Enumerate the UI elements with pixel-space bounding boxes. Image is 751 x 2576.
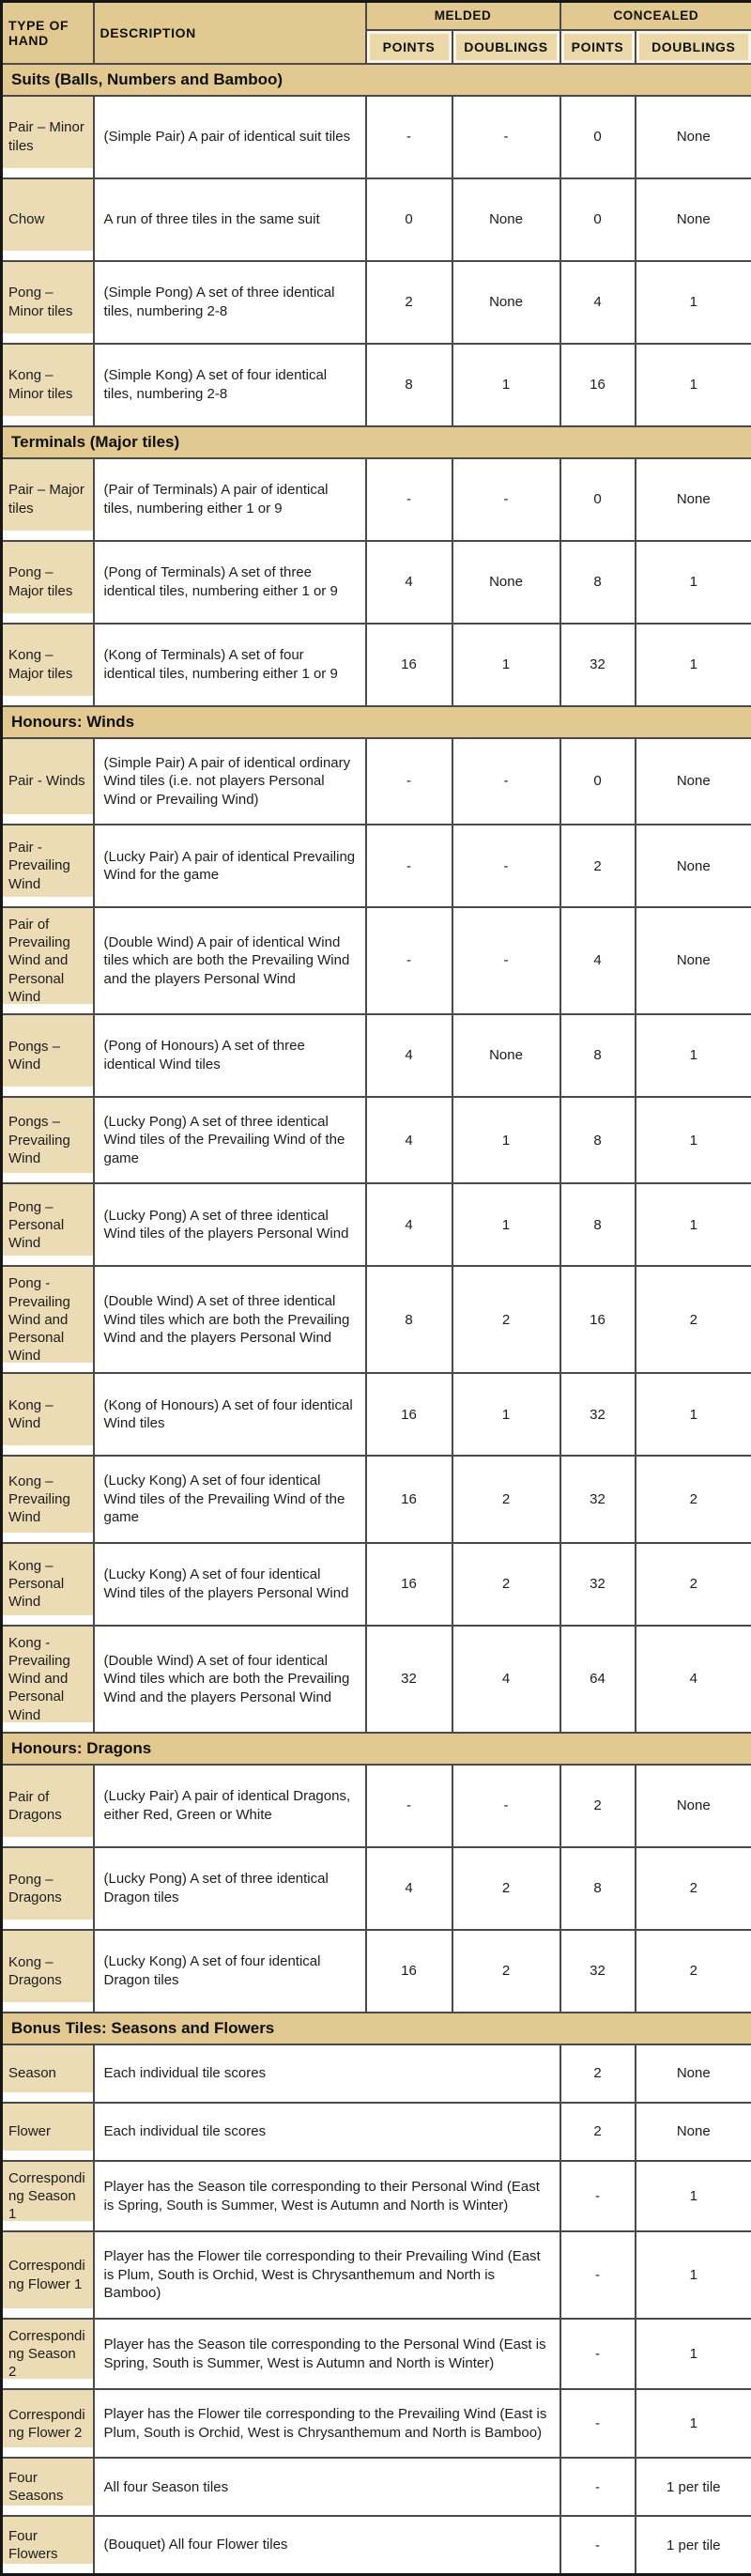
melded-points-cell: 16	[366, 1373, 452, 1456]
concealed-doublings-cell: 1	[636, 2161, 751, 2232]
concealed-doublings-cell: 2	[636, 1543, 751, 1626]
description-cell: (Bouquet) All four Flower tiles	[94, 2516, 560, 2574]
concealed-doublings-cell: 2	[636, 1456, 751, 1543]
concealed-points-cell: 2	[560, 1765, 636, 1847]
hand-cell: Pongs – Wind	[2, 1014, 94, 1097]
melded-doublings-cell: -	[452, 738, 560, 825]
hand-cell: Kong – Wind	[2, 1373, 94, 1456]
concealed-points-cell: 32	[560, 1456, 636, 1543]
melded-doublings-cell: None	[452, 1014, 560, 1097]
description-cell: (Kong of Terminals) A set of four identical tiles, numbering either 1 or 9	[94, 624, 366, 706]
table-row	[2, 624, 751, 706]
concealed-points-cell: -	[560, 2319, 636, 2390]
melded-doublings-cell: 2	[452, 1456, 560, 1543]
concealed-points-cell: 2	[560, 2103, 636, 2161]
concealed-points-cell: -	[560, 2458, 636, 2516]
concealed-doublings-cell: 1	[636, 2319, 751, 2390]
table-row	[2, 1373, 751, 1456]
table-row	[2, 261, 751, 344]
hand-cell: Kong – Minor tiles	[2, 344, 94, 426]
concealed-doublings-cell: None	[636, 738, 751, 825]
description-cell: (Pong of Terminals) A set of three identical tiles, numbering either 1 or 9	[94, 541, 366, 624]
concealed-doublings-cell: 1	[636, 624, 751, 706]
hand-cell: Pair – Minor tiles	[2, 96, 94, 178]
table-row	[2, 96, 751, 178]
concealed-points-header: POINTS	[560, 30, 636, 64]
description-cell: (Pong of Honours) A set of three identical Wind tiles	[94, 1014, 366, 1097]
description-cell: All four Season tiles	[94, 2458, 560, 2516]
concealed-points-cell: 2	[560, 825, 636, 907]
melded-doublings-cell: 2	[452, 1543, 560, 1626]
melded-points-cell: -	[366, 1765, 452, 1847]
melded-doublings-cell: 1	[452, 1183, 560, 1266]
table-row	[2, 738, 751, 825]
table-row	[2, 2458, 751, 2516]
section-row	[2, 64, 751, 96]
melded-points-cell: 16	[366, 624, 452, 706]
hand-cell: Pong – Dragons	[2, 1847, 94, 1930]
table-row	[2, 1183, 751, 1266]
concealed-points-cell: 8	[560, 1847, 636, 1930]
table-row	[2, 1847, 751, 1930]
description-cell: Each individual tile scores	[94, 2044, 560, 2103]
hand-cell: Kong – Major tiles	[2, 624, 94, 706]
description-cell: Each individual tile scores	[94, 2103, 560, 2161]
melded-doublings-cell: 2	[452, 1930, 560, 2013]
description-cell: (Lucky Pair) A pair of identical Prevailing Wind for the game	[94, 825, 366, 907]
hand-cell: Kong – Personal Wind	[2, 1543, 94, 1626]
concealed-points-cell: 8	[560, 541, 636, 624]
concealed-doublings-cell: 1 per tile	[636, 2458, 751, 2516]
melded-doublings-header: DOUBLINGS	[452, 30, 560, 64]
melded-points-cell: -	[366, 907, 452, 1014]
melded-points-cell: 4	[366, 1183, 452, 1266]
table-row	[2, 541, 751, 624]
hand-cell: Four Flowers	[2, 2516, 94, 2574]
concealed-points-cell: 32	[560, 624, 636, 706]
melded-doublings-cell: -	[452, 458, 560, 541]
melded-points-cell: 8	[366, 1266, 452, 1373]
description-cell: (Lucky Pong) A set of three identical Wind tiles of the players Personal Wind	[94, 1183, 366, 1266]
hand-cell: Pair - Winds	[2, 738, 94, 825]
description-cell: (Simple Pair) A pair of identical suit tiles	[94, 96, 366, 178]
melded-points-header: POINTS	[366, 30, 452, 64]
melded-doublings-cell: 2	[452, 1266, 560, 1373]
melded-points-cell: 16	[366, 1543, 452, 1626]
hand-cell: Kong – Dragons	[2, 1930, 94, 2013]
concealed-points-cell: -	[560, 2161, 636, 2232]
concealed-doublings-cell: 1	[636, 1014, 751, 1097]
table-row	[2, 2231, 751, 2319]
table-row	[2, 458, 751, 541]
melded-points-cell: 0	[366, 178, 452, 261]
table-header	[2, 2, 751, 64]
description-cell: Player has the Season tile corresponding to their Personal Wind (East is Spring, South is Summer, West is Autumn and North is Winter)	[94, 2161, 560, 2232]
melded-doublings-cell: -	[452, 907, 560, 1014]
description-cell: (Double Wind) A set of four identical Wind tiles which are both the Prevailing Wind and the players Personal Wind	[94, 1626, 366, 1733]
hand-cell: Pong – Major tiles	[2, 541, 94, 624]
concealed-points-cell: 16	[560, 344, 636, 426]
hand-cell: Pong – Personal Wind	[2, 1183, 94, 1266]
table-row	[2, 2319, 751, 2390]
table-row	[2, 1626, 751, 1733]
concealed-points-cell: -	[560, 2389, 636, 2458]
description-cell: (Kong of Honours) A set of four identical Wind tiles	[94, 1373, 366, 1456]
melded-doublings-cell: -	[452, 1765, 560, 1847]
concealed-points-cell: 16	[560, 1266, 636, 1373]
section-title: Bonus Tiles: Seasons and Flowers	[2, 2013, 751, 2044]
table-row	[2, 907, 751, 1014]
concealed-doublings-cell: None	[636, 2044, 751, 2103]
description-cell: Player has the Flower tile corresponding to their Prevailing Wind (East is Plum, South is Orchid, West is Chrysanthemum and North is Bamboo)	[94, 2231, 560, 2319]
section-row	[2, 2013, 751, 2044]
description-cell: Player has the Flower tile corresponding to the Prevailing Wind (East is Plum, South is Orchid, West is Chrysanthemum and North is Bamboo)	[94, 2389, 560, 2458]
table-body	[2, 64, 751, 2575]
section-row	[2, 426, 751, 458]
description-cell: (Double Wind) A pair of identical Wind tiles which are both the Prevailing Wind and the players Personal Wind	[94, 907, 366, 1014]
concealed-doublings-cell: None	[636, 1765, 751, 1847]
table-row	[2, 1014, 751, 1097]
description-cell: (Pair of Terminals) A pair of identical tiles, numbering either 1 or 9	[94, 458, 366, 541]
concealed-points-cell: 8	[560, 1183, 636, 1266]
concealed-points-cell: 32	[560, 1930, 636, 2013]
hand-cell: Pongs – Prevailing Wind	[2, 1097, 94, 1184]
section-title: Honours: Dragons	[2, 1733, 751, 1765]
concealed-points-cell: 4	[560, 907, 636, 1014]
concealed-points-cell: -	[560, 2516, 636, 2574]
melded-doublings-cell: 2	[452, 1847, 560, 1930]
section-title: Honours: Winds	[2, 706, 751, 738]
melded-points-cell: -	[366, 738, 452, 825]
concealed-doublings-cell: 2	[636, 1930, 751, 2013]
hand-cell: Corresponding Season 2	[2, 2319, 94, 2390]
melded-doublings-cell: None	[452, 261, 560, 344]
hand-cell: Four Seasons	[2, 2458, 94, 2516]
melded-points-cell: 4	[366, 1014, 452, 1097]
description-cell: (Simple Pair) A pair of identical ordinary Wind tiles (i.e. not players Personal Wind or Prevailing Wind)	[94, 738, 366, 825]
hand-cell: Corresponding Flower 1	[2, 2231, 94, 2319]
concealed-doublings-header: DOUBLINGS	[636, 30, 751, 64]
melded-doublings-cell: -	[452, 96, 560, 178]
concealed-points-cell: -	[560, 2231, 636, 2319]
description-cell: (Lucky Kong) A set of four identical Dragon tiles	[94, 1930, 366, 2013]
description-cell: (Lucky Kong) A set of four identical Wind tiles of the Prevailing Wind of the game	[94, 1456, 366, 1543]
table-row	[2, 1456, 751, 1543]
melded-doublings-cell: 4	[452, 1626, 560, 1733]
melded-doublings-cell: -	[452, 825, 560, 907]
hand-cell: Season	[2, 2044, 94, 2103]
concealed-doublings-cell: 1	[636, 344, 751, 426]
concealed-points-cell: 0	[560, 458, 636, 541]
concealed-points-cell: 4	[560, 261, 636, 344]
type-of-hand-header: TYPE OF HAND	[2, 2, 94, 64]
hand-cell: Pair – Major tiles	[2, 458, 94, 541]
concealed-doublings-cell: None	[636, 907, 751, 1014]
table-row	[2, 1097, 751, 1184]
melded-points-cell: 2	[366, 261, 452, 344]
melded-points-cell: 4	[366, 541, 452, 624]
melded-doublings-cell: 1	[452, 1097, 560, 1184]
section-title: Suits (Balls, Numbers and Bamboo)	[2, 64, 751, 96]
concealed-points-cell: 0	[560, 96, 636, 178]
concealed-points-cell: 64	[560, 1626, 636, 1733]
description-cell: (Lucky Pong) A set of three identical Wind tiles of the Prevailing Wind of the game	[94, 1097, 366, 1184]
description-cell: (Simple Pong) A set of three identical tiles, numbering 2-8	[94, 261, 366, 344]
table-row	[2, 2103, 751, 2161]
hand-cell: Kong - Prevailing Wind and Personal Wind	[2, 1626, 94, 1733]
description-cell: Player has the Season tile corresponding to the Personal Wind (East is Spring, South is Summer, West is Autumn and North is Winter)	[94, 2319, 560, 2390]
description-cell: (Lucky Kong) A set of four identical Wind tiles of the players Personal Wind	[94, 1543, 366, 1626]
description-cell: (Double Wind) A set of three identical Wind tiles which are both the Prevailing Wind and the players Personal Wind	[94, 1266, 366, 1373]
description-cell: (Lucky Pair) A pair of identical Dragons, either Red, Green or White	[94, 1765, 366, 1847]
table-row	[2, 1765, 751, 1847]
table-row	[2, 344, 751, 426]
melded-points-cell: 16	[366, 1456, 452, 1543]
concealed-doublings-cell: 1	[636, 1183, 751, 1266]
concealed-doublings-cell: 1	[636, 1373, 751, 1456]
melded-group-header: MELDED	[366, 2, 560, 30]
hand-cell: Pair of Prevailing Wind and Personal Wind	[2, 907, 94, 1014]
melded-doublings-cell: None	[452, 541, 560, 624]
table-row	[2, 1266, 751, 1373]
hand-cell: Kong – Prevailing Wind	[2, 1456, 94, 1543]
hand-cell: Pair of Dragons	[2, 1765, 94, 1847]
concealed-points-cell: 0	[560, 738, 636, 825]
table-row	[2, 2516, 751, 2574]
melded-points-cell: 4	[366, 1847, 452, 1930]
melded-points-cell: 32	[366, 1626, 452, 1733]
melded-doublings-cell: 1	[452, 344, 560, 426]
hand-cell: Corresponding Flower 2	[2, 2389, 94, 2458]
concealed-doublings-cell: None	[636, 2103, 751, 2161]
melded-points-cell: 4	[366, 1097, 452, 1184]
hand-cell: Pong - Prevailing Wind and Personal Wind	[2, 1266, 94, 1373]
table-row	[2, 825, 751, 907]
concealed-doublings-cell: 2	[636, 1847, 751, 1930]
melded-points-cell: 8	[366, 344, 452, 426]
table-row	[2, 2161, 751, 2232]
hand-cell: Chow	[2, 178, 94, 261]
concealed-doublings-cell: None	[636, 96, 751, 178]
concealed-points-cell: 0	[560, 178, 636, 261]
concealed-doublings-cell: 1	[636, 1097, 751, 1184]
description-cell: (Simple Kong) A set of four identical tiles, numbering 2-8	[94, 344, 366, 426]
concealed-doublings-cell: 1	[636, 261, 751, 344]
concealed-points-cell: 2	[560, 2044, 636, 2103]
melded-doublings-cell: 1	[452, 1373, 560, 1456]
description-header: DESCRIPTION	[94, 2, 366, 64]
concealed-doublings-cell: 2	[636, 1266, 751, 1373]
melded-points-cell: -	[366, 458, 452, 541]
table-row	[2, 178, 751, 261]
concealed-doublings-cell: None	[636, 178, 751, 261]
section-row	[2, 706, 751, 738]
concealed-doublings-cell: 1	[636, 2231, 751, 2319]
concealed-points-cell: 32	[560, 1543, 636, 1626]
melded-doublings-cell: 1	[452, 624, 560, 706]
section-title: Terminals (Major tiles)	[2, 426, 751, 458]
melded-points-cell: -	[366, 96, 452, 178]
melded-points-cell: -	[366, 825, 452, 907]
concealed-doublings-cell: None	[636, 458, 751, 541]
table-row	[2, 2389, 751, 2458]
melded-doublings-cell: None	[452, 178, 560, 261]
concealed-doublings-cell: None	[636, 825, 751, 907]
melded-points-cell: 16	[366, 1930, 452, 2013]
description-cell: (Lucky Pong) A set of three identical Dragon tiles	[94, 1847, 366, 1930]
hand-cell: Pair - Prevailing Wind	[2, 825, 94, 907]
concealed-doublings-cell: 1	[636, 541, 751, 624]
table-row	[2, 1930, 751, 2013]
concealed-points-cell: 32	[560, 1373, 636, 1456]
hand-cell: Flower	[2, 2103, 94, 2161]
hand-cell: Corresponding Season 1	[2, 2161, 94, 2232]
description-cell: A run of three tiles in the same suit	[94, 178, 366, 261]
concealed-points-cell: 8	[560, 1014, 636, 1097]
table-row	[2, 2044, 751, 2103]
hand-cell: Pong – Minor tiles	[2, 261, 94, 344]
concealed-doublings-cell: 4	[636, 1626, 751, 1733]
concealed-doublings-cell: 1 per tile	[636, 2516, 751, 2574]
concealed-group-header: CONCEALED	[560, 2, 751, 30]
section-row	[2, 1733, 751, 1765]
concealed-doublings-cell: 1	[636, 2389, 751, 2458]
table-row	[2, 1543, 751, 1626]
concealed-points-cell: 8	[560, 1097, 636, 1184]
